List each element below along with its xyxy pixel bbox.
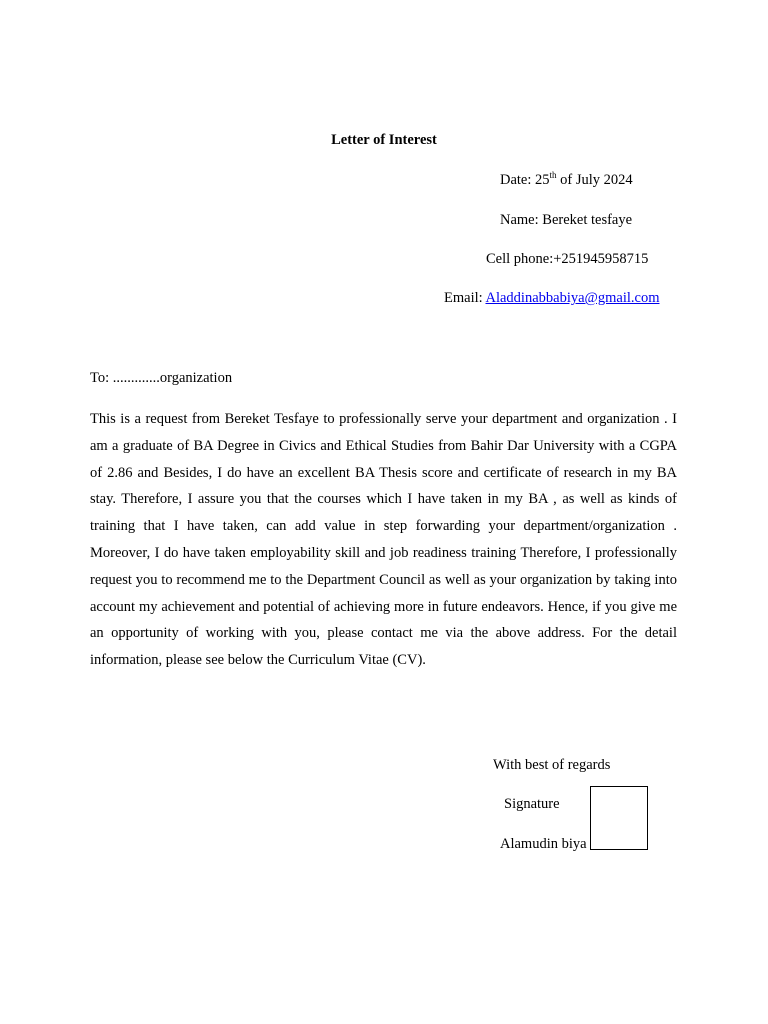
email-label: Email: <box>444 290 486 306</box>
date-line <box>500 172 633 189</box>
phone-line: Cell phone:+251945958715 <box>486 251 649 267</box>
letter-body: This is a request from Bereket Tesfaye to professionally serve your department and organization . I am a graduate of BA Degree in Civics and Ethical Studies from Bahir Dar University with a CGPA of 2.86 and Besides, I do have an excellent BA Thesis score and certificate of research in my BA stay. Therefore, I assure you that the courses which I have taken in my BA , as well as kinds of training that I have taken, can add value in step forwarding your department/organization . Moreover, I do have taken employability skill and job readiness training Therefore, I professionally request you to recommend me to the Department Council as well as your organization by taking into account my achievement and potential of achieving more in future endeavors. Hence, if you give me an opportunity of working with you, please contact me via the above address. For the detail information, please see below the Curriculum Vitae (CV). <box>90 411 677 669</box>
date-prefix: Date: 25 <box>500 172 550 188</box>
letter-title: Letter of Interest <box>331 132 437 148</box>
name-line: Name: Bereket tesfaye <box>500 212 633 228</box>
signer-name: Alamudin biya <box>500 836 587 852</box>
email-line <box>444 290 660 307</box>
signature-label: Signature <box>504 796 560 812</box>
closing-line: With best of regards <box>493 757 611 773</box>
date-ordinal: th <box>549 170 557 180</box>
date-suffix: of July 2024 <box>556 172 633 188</box>
recipient-line: To: .............organization <box>90 370 233 386</box>
signature-box <box>590 786 648 850</box>
email-link[interactable]: Aladdinabbabiya@gmail.com <box>485 290 660 306</box>
